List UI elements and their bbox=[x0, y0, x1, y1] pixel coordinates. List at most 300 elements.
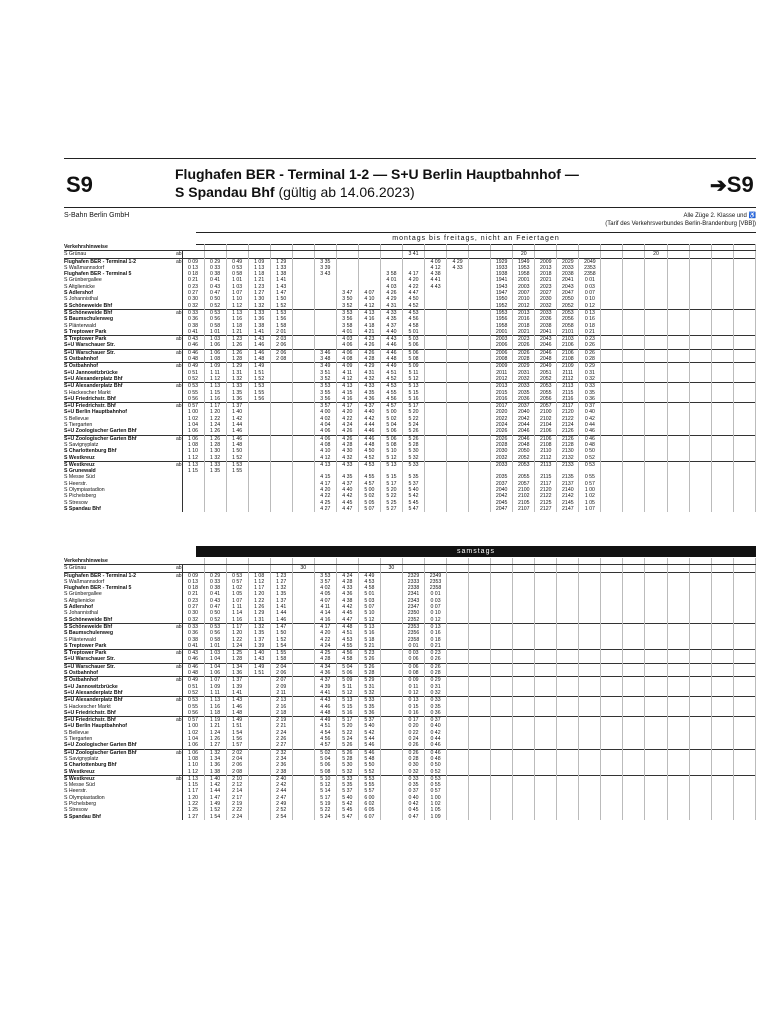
time-cell: 1 39 bbox=[248, 643, 270, 650]
time-cell: 0 18 bbox=[182, 585, 204, 591]
time-cell bbox=[380, 623, 402, 630]
time-cell bbox=[689, 396, 711, 403]
time-cell bbox=[425, 303, 447, 310]
time-cell bbox=[601, 455, 623, 462]
time-cell: 1 08 bbox=[182, 756, 204, 762]
operator-name: S-Bahn Berlin GmbH bbox=[64, 212, 130, 219]
time-cell bbox=[623, 303, 645, 310]
time-cell: 4 20 bbox=[314, 487, 336, 493]
time-cell bbox=[447, 435, 469, 442]
time-cell: 5 28 bbox=[402, 442, 424, 448]
time-cell bbox=[447, 650, 469, 657]
time-cell: 2012 bbox=[513, 303, 535, 310]
time-cell: 1 22 bbox=[226, 637, 248, 643]
time-cell: 2006 bbox=[491, 342, 513, 349]
time-cell: 0 20 bbox=[402, 723, 424, 729]
time-cell: 5 04 bbox=[314, 756, 336, 762]
time-cell bbox=[425, 349, 447, 356]
time-cell: 1 35 bbox=[270, 591, 292, 597]
time-cell bbox=[380, 742, 402, 749]
time-cell: 0 18 bbox=[182, 271, 204, 277]
time-cell bbox=[270, 383, 292, 390]
time-cell: 4 15 bbox=[336, 390, 358, 396]
station-name: S Grünbergallee bbox=[64, 277, 102, 284]
time-cell: 5 28 bbox=[358, 670, 380, 677]
time-cell bbox=[292, 814, 314, 820]
time-cell bbox=[645, 775, 667, 782]
time-cell bbox=[645, 309, 667, 316]
time-cell: 0 28 bbox=[402, 756, 424, 762]
time-cell: 1953 bbox=[491, 309, 513, 316]
time-cell bbox=[623, 455, 645, 462]
station-name: S Grünbergallee bbox=[64, 591, 102, 598]
time-cell bbox=[292, 461, 314, 468]
time-cell: 1 36 bbox=[226, 396, 248, 403]
time-cell: 4 20 bbox=[314, 630, 336, 636]
time-cell bbox=[579, 749, 601, 756]
time-cell bbox=[667, 749, 689, 756]
time-cell: 1 11 bbox=[204, 370, 226, 376]
time-cell: 2046 bbox=[535, 349, 557, 356]
time-cell bbox=[601, 336, 623, 343]
time-cell: 0 55 bbox=[425, 782, 447, 788]
time-cell: 1 58 bbox=[270, 323, 292, 329]
time-cell: 5 26 bbox=[336, 742, 358, 749]
header-cell bbox=[292, 244, 314, 251]
time-cell: 0 36 bbox=[425, 710, 447, 717]
table-row bbox=[64, 710, 756, 717]
time-cell bbox=[425, 309, 447, 316]
time-cell: 5 50 bbox=[358, 762, 380, 768]
time-cell: 4 23 bbox=[358, 336, 380, 343]
time-cell bbox=[513, 617, 535, 624]
time-cell bbox=[314, 565, 336, 572]
time-cell: 2023 bbox=[535, 284, 557, 290]
time-cell: 2 38 bbox=[270, 769, 292, 776]
departure-marker bbox=[123, 303, 182, 310]
time-cell: 1 03 bbox=[204, 650, 226, 657]
station-name: S Savignyplatz bbox=[64, 755, 99, 762]
time-cell: 5 26 bbox=[358, 663, 380, 670]
time-cell: 0 06 bbox=[402, 663, 424, 670]
class-note: Alle Züge 2. Klasse und ♿ bbox=[683, 213, 756, 219]
time-cell: 0 28 bbox=[579, 356, 601, 363]
time-cell: 1 33 bbox=[226, 383, 248, 390]
time-cell: 1 43 bbox=[226, 697, 248, 704]
time-cell: 4 08 bbox=[314, 442, 336, 448]
time-cell: 4 56 bbox=[402, 316, 424, 322]
time-cell bbox=[226, 565, 248, 572]
time-cell: 2132 bbox=[557, 455, 579, 462]
time-cell: 4 09 bbox=[336, 363, 358, 370]
time-cell bbox=[425, 565, 447, 572]
time-cell bbox=[601, 461, 623, 468]
time-cell: 2105 bbox=[513, 500, 535, 506]
table-row bbox=[64, 775, 756, 782]
time-cell: 1 31 bbox=[226, 370, 248, 376]
station-name: S Bellevue bbox=[64, 729, 89, 736]
time-cell bbox=[292, 572, 314, 579]
station-name: S Westkreuz bbox=[64, 768, 95, 775]
time-cell: 1 18 bbox=[248, 271, 270, 277]
time-cell: 0 13 bbox=[425, 623, 447, 630]
time-cell: 4 41 bbox=[314, 690, 336, 697]
time-cell: 4 26 bbox=[336, 435, 358, 442]
time-cell bbox=[469, 403, 491, 410]
station-name: S+U Zoologischer Garten Bhf bbox=[64, 435, 137, 442]
time-cell: 2124 bbox=[557, 422, 579, 428]
time-cell bbox=[447, 403, 469, 410]
time-cell: 1 41 bbox=[248, 329, 270, 336]
time-cell: 5 26 bbox=[402, 435, 424, 442]
time-cell: 1943 bbox=[491, 284, 513, 290]
time-cell: 4 49 bbox=[358, 572, 380, 579]
time-cell: 5 20 bbox=[380, 487, 402, 493]
time-cell bbox=[711, 663, 733, 670]
time-cell: 2050 bbox=[557, 296, 579, 302]
header-cell bbox=[513, 558, 535, 565]
time-cell: 4 53 bbox=[402, 309, 424, 316]
time-cell bbox=[425, 435, 447, 442]
time-cell: 1 12 bbox=[182, 769, 204, 776]
time-cell bbox=[623, 710, 645, 717]
time-cell bbox=[645, 455, 667, 462]
time-cell: 1 49 bbox=[248, 363, 270, 370]
time-cell: 4 01 bbox=[380, 277, 402, 283]
station-name: S Treptower Park bbox=[64, 642, 107, 649]
departure-marker: ab bbox=[123, 663, 182, 670]
time-cell: 1 46 bbox=[226, 704, 248, 710]
time-cell: 1 26 bbox=[226, 342, 248, 349]
time-cell bbox=[733, 670, 755, 677]
time-cell bbox=[380, 643, 402, 650]
time-cell: 30 bbox=[380, 565, 402, 572]
time-cell: 2329 bbox=[402, 572, 424, 579]
time-cell: 4 29 bbox=[380, 296, 402, 302]
time-cell bbox=[557, 251, 579, 258]
header-cell bbox=[270, 244, 292, 251]
table-row bbox=[64, 742, 756, 749]
time-cell: 6 07 bbox=[358, 814, 380, 820]
time-cell: 2 54 bbox=[270, 814, 292, 820]
departure-marker bbox=[123, 690, 182, 697]
departure-marker: ab bbox=[123, 309, 182, 316]
time-cell: 2053 bbox=[513, 461, 535, 468]
header-cell bbox=[491, 244, 513, 251]
time-cell bbox=[292, 376, 314, 383]
time-cell bbox=[469, 251, 491, 258]
time-cell: 1 09 bbox=[425, 814, 447, 820]
time-cell bbox=[226, 506, 248, 512]
time-cell: 1 25 bbox=[226, 650, 248, 657]
time-cell: 5 06 bbox=[402, 349, 424, 356]
time-cell bbox=[182, 565, 204, 572]
station-name: S+U Jannowitzbrücke bbox=[64, 369, 118, 376]
time-cell: 2040 bbox=[491, 487, 513, 493]
time-cell: 1 53 bbox=[270, 309, 292, 316]
station-name: S Grünau bbox=[64, 565, 123, 572]
departure-marker: ab bbox=[123, 717, 182, 724]
time-cell: 4 48 bbox=[380, 356, 402, 363]
time-cell bbox=[733, 258, 755, 265]
header-cell bbox=[711, 244, 733, 251]
time-cell: 1953 bbox=[513, 265, 535, 271]
header-cell bbox=[380, 558, 402, 565]
time-cell: 1958 bbox=[513, 271, 535, 277]
time-cell bbox=[447, 572, 469, 579]
table-row bbox=[64, 656, 756, 663]
time-cell bbox=[447, 769, 469, 776]
header-cell bbox=[535, 244, 557, 251]
time-cell: 1 50 bbox=[226, 448, 248, 454]
time-cell bbox=[182, 506, 204, 512]
time-cell bbox=[380, 572, 402, 579]
time-cell bbox=[292, 697, 314, 704]
time-cell: 5 48 bbox=[358, 756, 380, 762]
time-cell bbox=[491, 663, 513, 670]
time-cell bbox=[447, 376, 469, 383]
time-cell: 2018 bbox=[513, 323, 535, 329]
time-cell: 2 06 bbox=[270, 670, 292, 677]
table-row bbox=[64, 329, 756, 336]
time-cell: 0 56 bbox=[182, 396, 204, 403]
time-cell bbox=[447, 506, 469, 512]
time-cell: 2035 bbox=[491, 474, 513, 480]
time-cell: 0 36 bbox=[182, 316, 204, 322]
time-cell bbox=[711, 403, 733, 410]
time-cell: 4 06 bbox=[314, 428, 336, 435]
time-cell bbox=[733, 617, 755, 624]
time-cell: 4 50 bbox=[402, 296, 424, 302]
time-cell: 1 56 bbox=[270, 316, 292, 322]
time-cell: 5 45 bbox=[402, 500, 424, 506]
time-cell: 4 26 bbox=[380, 290, 402, 296]
time-cell: 0 35 bbox=[402, 782, 424, 788]
station-name: S+U Friedrichstr. Bhf bbox=[64, 403, 123, 410]
time-cell bbox=[535, 643, 557, 650]
time-cell bbox=[292, 643, 314, 650]
table-row bbox=[64, 749, 756, 756]
time-cell bbox=[557, 643, 579, 650]
time-cell bbox=[733, 461, 755, 468]
time-cell: 5 10 bbox=[380, 448, 402, 454]
station-name: S Treptower Park bbox=[64, 328, 107, 335]
time-cell: 5 10 bbox=[314, 775, 336, 782]
time-cell bbox=[447, 363, 469, 370]
station-name: S Plänterwald bbox=[64, 322, 97, 329]
time-cell: 0 42 bbox=[579, 416, 601, 422]
time-cell bbox=[689, 428, 711, 435]
time-cell: 5 26 bbox=[358, 656, 380, 663]
time-cell bbox=[513, 656, 535, 663]
departure-marker: ab bbox=[123, 363, 182, 370]
header-cell bbox=[380, 244, 402, 251]
time-cell: 2 49 bbox=[270, 801, 292, 807]
time-cell: 1 07 bbox=[226, 598, 248, 604]
time-cell: 0 26 bbox=[579, 349, 601, 356]
time-cell bbox=[380, 617, 402, 624]
time-cell bbox=[733, 710, 755, 717]
time-cell bbox=[248, 403, 270, 410]
time-cell: 1 15 bbox=[182, 468, 204, 474]
time-cell bbox=[579, 690, 601, 697]
time-cell: 2147 bbox=[557, 506, 579, 512]
time-cell: 1 06 bbox=[182, 749, 204, 756]
time-cell: 1 44 bbox=[226, 422, 248, 428]
time-cell: 2057 bbox=[513, 481, 535, 487]
time-cell bbox=[733, 749, 755, 756]
time-cell: 3 52 bbox=[314, 376, 336, 383]
time-cell: 1 47 bbox=[270, 623, 292, 630]
time-cell bbox=[601, 342, 623, 349]
time-cell: 4 22 bbox=[314, 493, 336, 499]
header-cell bbox=[402, 244, 424, 251]
header-cell bbox=[182, 558, 204, 565]
time-cell: 1 10 bbox=[226, 296, 248, 302]
time-cell: 5 45 bbox=[336, 807, 358, 813]
time-cell: 2017 bbox=[491, 403, 513, 410]
time-cell bbox=[314, 309, 336, 316]
time-cell bbox=[579, 769, 601, 776]
header-cell bbox=[689, 558, 711, 565]
time-cell: 1 07 bbox=[226, 290, 248, 296]
time-cell bbox=[292, 623, 314, 630]
time-cell: 2013 bbox=[513, 309, 535, 316]
table-row bbox=[64, 717, 756, 724]
time-cell bbox=[711, 710, 733, 717]
time-cell: 2024 bbox=[491, 422, 513, 428]
time-cell: 5 08 bbox=[402, 356, 424, 363]
time-cell bbox=[689, 435, 711, 442]
time-cell: 1 37 bbox=[226, 403, 248, 410]
time-cell: 4 52 bbox=[358, 455, 380, 462]
time-cell: 1956 bbox=[491, 316, 513, 322]
time-cell bbox=[380, 697, 402, 704]
station-name: S Johannisthal bbox=[64, 610, 99, 617]
time-cell: 1 48 bbox=[248, 356, 270, 363]
header-cell bbox=[314, 244, 336, 251]
time-cell: 1 47 bbox=[204, 795, 226, 801]
page-title: Flughafen BER - Terminal 1-2 — S+U Berlin Hauptbahnhof — bbox=[175, 166, 579, 182]
time-cell bbox=[579, 742, 601, 749]
time-cell bbox=[579, 697, 601, 704]
time-cell: 4 03 bbox=[336, 336, 358, 343]
time-cell: 2037 bbox=[513, 403, 535, 410]
header-cell bbox=[579, 558, 601, 565]
time-cell: 0 58 bbox=[226, 271, 248, 277]
time-cell bbox=[623, 623, 645, 630]
time-cell: 2111 bbox=[557, 370, 579, 376]
departure-marker: ab bbox=[123, 677, 182, 684]
time-cell bbox=[292, 363, 314, 370]
time-cell bbox=[733, 742, 755, 749]
time-cell bbox=[689, 710, 711, 717]
time-cell bbox=[248, 742, 270, 749]
time-cell: 2115 bbox=[535, 474, 557, 480]
time-cell: 4 32 bbox=[336, 455, 358, 462]
time-cell: 1 56 bbox=[248, 396, 270, 403]
time-cell bbox=[469, 656, 491, 663]
time-cell: 2012 bbox=[491, 376, 513, 383]
departure-marker bbox=[123, 396, 182, 403]
time-cell: 5 26 bbox=[402, 428, 424, 435]
time-cell: 1 34 bbox=[226, 663, 248, 670]
time-cell: 1 53 bbox=[226, 461, 248, 468]
time-cell: 5 42 bbox=[358, 730, 380, 736]
time-cell bbox=[601, 349, 623, 356]
header-cell bbox=[226, 558, 248, 565]
time-cell: 6 02 bbox=[358, 801, 380, 807]
time-cell: 4 29 bbox=[447, 258, 469, 265]
time-cell: 2 24 bbox=[226, 814, 248, 820]
time-cell bbox=[425, 342, 447, 349]
time-cell bbox=[447, 717, 469, 724]
time-cell: 0 51 bbox=[182, 370, 204, 376]
time-cell: 5 17 bbox=[336, 717, 358, 724]
time-cell bbox=[248, 814, 270, 820]
time-cell bbox=[447, 742, 469, 749]
time-cell bbox=[491, 775, 513, 782]
departure-marker: ab bbox=[123, 435, 182, 442]
time-cell: 1 55 bbox=[248, 390, 270, 396]
departure-marker: ab bbox=[123, 623, 182, 630]
time-cell bbox=[711, 775, 733, 782]
time-cell bbox=[248, 565, 270, 572]
time-cell: 2106 bbox=[535, 428, 557, 435]
time-cell bbox=[469, 455, 491, 462]
time-cell bbox=[535, 690, 557, 697]
time-cell: 1 05 bbox=[579, 500, 601, 506]
time-cell: 1 37 bbox=[226, 677, 248, 684]
time-cell bbox=[579, 677, 601, 684]
departure-marker bbox=[123, 656, 182, 663]
time-cell: 5 23 bbox=[358, 650, 380, 657]
time-cell bbox=[425, 251, 447, 258]
station-name: S Ostbahnhof bbox=[64, 356, 99, 363]
header-cell bbox=[557, 558, 579, 565]
time-cell: 2 44 bbox=[270, 788, 292, 794]
time-cell bbox=[491, 769, 513, 776]
time-cell bbox=[557, 769, 579, 776]
time-cell: 2135 bbox=[557, 474, 579, 480]
time-cell: 0 45 bbox=[402, 807, 424, 813]
time-cell bbox=[469, 342, 491, 349]
time-cell bbox=[667, 814, 689, 820]
station-name: S Pichelsberg bbox=[64, 493, 97, 500]
table-row bbox=[64, 363, 756, 370]
time-cell: 2052 bbox=[513, 455, 535, 462]
time-cell bbox=[711, 258, 733, 265]
time-cell: 4 30 bbox=[336, 448, 358, 454]
time-cell: 5 06 bbox=[402, 342, 424, 349]
time-cell bbox=[469, 650, 491, 657]
time-cell bbox=[645, 656, 667, 663]
time-cell: 0 08 bbox=[402, 670, 424, 677]
time-cell: 1 36 bbox=[204, 762, 226, 768]
departure-marker bbox=[123, 342, 182, 349]
time-cell: 0 27 bbox=[182, 604, 204, 610]
time-cell bbox=[579, 251, 601, 258]
time-cell bbox=[711, 329, 733, 336]
time-cell: 5 19 bbox=[314, 801, 336, 807]
time-cell: 2041 bbox=[535, 329, 557, 336]
time-cell: 1 26 bbox=[204, 428, 226, 435]
header-cell bbox=[425, 244, 447, 251]
time-cell: 1941 bbox=[491, 277, 513, 283]
station-name: S Spandau Bhf bbox=[64, 813, 101, 820]
time-cell bbox=[292, 717, 314, 724]
time-cell bbox=[557, 617, 579, 624]
